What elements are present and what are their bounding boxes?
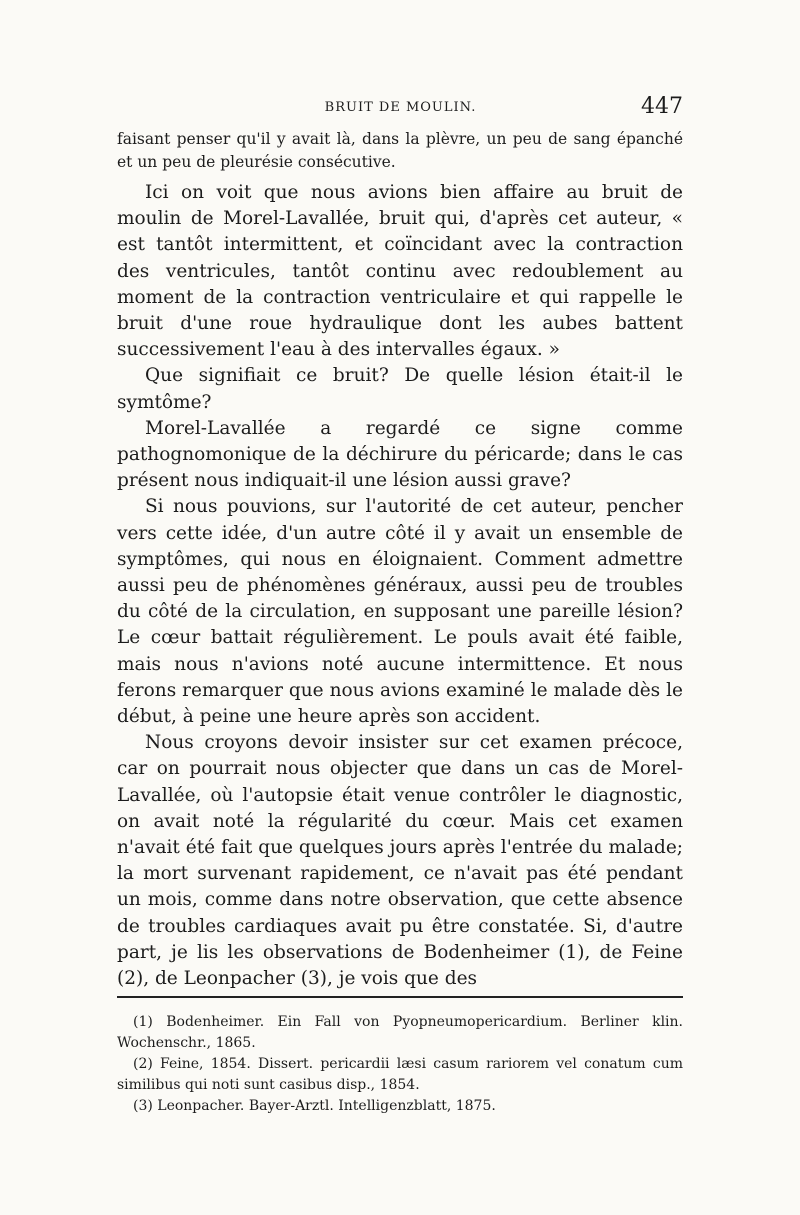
- paragraph-moulin-description: Ici on voit que nous avions bien affaire au bruit de moulin de Morel-Lavallée, bruit qui, d'après cet auteur, « est tantôt intermittent, et coïncidant avec la contraction des ventricules, tantôt continu avec redoublement au moment de la contraction ventriculaire et qui rappelle le bruit d'une roue hydraulique dont les aubes battent successivement l'eau à des intervalles égaux. »: [117, 182, 683, 361]
- footnotes: [117, 1012, 683, 1117]
- footnote-3: (3) Leonpacher. Bayer-Arztl. Intelligenzblatt, 1875.: [133, 1098, 496, 1114]
- running-title: BRUIT DE MOULIN.: [324, 100, 477, 115]
- paragraph-pathognomonic: Morel-Lavallée a regardé ce signe comme pathognomonique de la déchirure du péricarde; dans le cas présent nous indiquait-il une lésion aussi grave?: [117, 417, 683, 492]
- page-number: 447: [641, 94, 683, 119]
- paragraph-symptoms: Si nous pouvions, sur l'autorité de cet auteur, pencher vers cette idée, d'un autre côté il y avait un ensemble de symptômes, qui nous en éloignaient. Comment admettre aussi peu de phénomènes généraux, aussi peu de troubles du côté de la circulation, en supposant une pareille lésion? Le cœur battait régulièrement. Le pouls avait été faible, mais nous n'avions noté aucune intermittence. Et nous ferons remarquer que nous avions examiné le malade dès le début, à peine une heure après son accident.: [117, 496, 683, 728]
- paragraph-early-exam: Nous croyons devoir insister sur cet examen précoce, car on pourrait nous objecter que dans un cas de Morel-Lavallée, où l'autopsie était venue contrôler le diagnostic, on avait noté la régularité du cœur. Mais cet examen n'avait été fait que quelques jours après l'entrée du malade; la mort survenant rapidement, ce n'avait pas été pendant un mois, comme dans notre observation, que cette absence de troubles cardiaques avait pu être constatée. Si, d'autre part, je lis les observations de Bodenheimer (1), de Feine (2), de Leonpacher (3), je vois que des: [117, 732, 683, 990]
- footnote-1: (1) Bodenheimer. Ein Fall von Pyopneumopericardium. Berliner klin. Wochenschr., 1865.: [117, 1014, 683, 1051]
- footnote-2: (2) Feine, 1854. Dissert. pericardii læsi casum rariorem vel conatum cum similibus qui noti sunt casibus disp., 1854.: [117, 1056, 683, 1093]
- page-header: [118, 94, 683, 120]
- paragraph-continued: faisant penser qu'il y avait là, dans la plèvre, un peu de sang épanché et un peu de pleurésie consécutive.: [117, 130, 683, 171]
- footnote-rule: [117, 996, 683, 998]
- body-text: [117, 128, 683, 992]
- paragraph-question: Que signifiait ce bruit? De quelle lésion était-il le symtôme?: [117, 365, 683, 413]
